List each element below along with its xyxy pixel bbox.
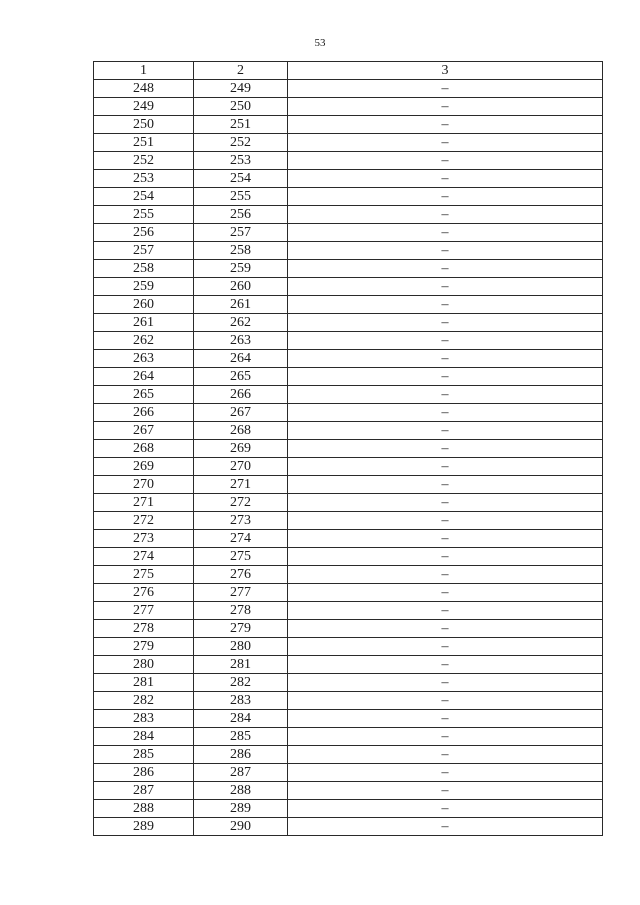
- table-row: [94, 188, 603, 206]
- table-cell-col-3: –: [288, 170, 603, 188]
- table-cell-col-3: –: [288, 710, 603, 728]
- table-row: [94, 116, 603, 134]
- table-cell-col-1: 280: [94, 656, 194, 674]
- column-header-3: 3: [288, 62, 603, 80]
- table-row: [94, 368, 603, 386]
- table-cell-col-1: 273: [94, 530, 194, 548]
- table-cell-col-2: 253: [194, 152, 288, 170]
- table-cell-col-1: 289: [94, 818, 194, 836]
- table-cell-col-2: 249: [194, 80, 288, 98]
- table-cell-col-3: –: [288, 80, 603, 98]
- table-cell-col-1: 260: [94, 296, 194, 314]
- table-cell-col-2: 266: [194, 386, 288, 404]
- table-cell-col-1: 282: [94, 692, 194, 710]
- table-cell-col-2: 256: [194, 206, 288, 224]
- table-cell-col-2: 285: [194, 728, 288, 746]
- table-cell-col-2: 283: [194, 692, 288, 710]
- table-cell-col-2: 251: [194, 116, 288, 134]
- table-cell-col-1: 288: [94, 800, 194, 818]
- table-cell-col-1: 278: [94, 620, 194, 638]
- table-cell-col-1: 256: [94, 224, 194, 242]
- table-cell-col-1: 275: [94, 566, 194, 584]
- table-cell-col-2: 252: [194, 134, 288, 152]
- table-cell-col-1: 250: [94, 116, 194, 134]
- table-row: [94, 710, 603, 728]
- table-cell-col-2: 278: [194, 602, 288, 620]
- table-cell-col-2: 261: [194, 296, 288, 314]
- table-cell-col-2: 289: [194, 800, 288, 818]
- table-cell-col-1: 252: [94, 152, 194, 170]
- table-cell-col-1: 285: [94, 746, 194, 764]
- table-row: [94, 170, 603, 188]
- table-cell-col-1: 279: [94, 638, 194, 656]
- table-cell-col-1: 259: [94, 278, 194, 296]
- table-row: [94, 152, 603, 170]
- table-row: [94, 782, 603, 800]
- table-cell-col-3: –: [288, 818, 603, 836]
- table-cell-col-2: 287: [194, 764, 288, 782]
- table-row: [94, 512, 603, 530]
- table-row: [94, 404, 603, 422]
- table-cell-col-3: –: [288, 800, 603, 818]
- table-cell-col-2: 290: [194, 818, 288, 836]
- table-row: [94, 350, 603, 368]
- table-row: [94, 746, 603, 764]
- table-cell-col-2: 284: [194, 710, 288, 728]
- table-cell-col-1: 277: [94, 602, 194, 620]
- table-cell-col-3: –: [288, 746, 603, 764]
- table-cell-col-3: –: [288, 728, 603, 746]
- table-cell-col-1: 269: [94, 458, 194, 476]
- table-cell-col-3: –: [288, 674, 603, 692]
- table-cell-col-1: 286: [94, 764, 194, 782]
- table-row: [94, 260, 603, 278]
- table-cell-col-1: 274: [94, 548, 194, 566]
- table-row: [94, 764, 603, 782]
- table-cell-col-3: –: [288, 440, 603, 458]
- table-cell-col-3: –: [288, 782, 603, 800]
- table-cell-col-2: 268: [194, 422, 288, 440]
- table-cell-col-2: 272: [194, 494, 288, 512]
- table-cell-col-2: 288: [194, 782, 288, 800]
- table-row: [94, 674, 603, 692]
- table-cell-col-2: 250: [194, 98, 288, 116]
- table-cell-col-3: –: [288, 350, 603, 368]
- table-row: [94, 494, 603, 512]
- column-header-1: 1: [94, 62, 194, 80]
- table-cell-col-3: –: [288, 116, 603, 134]
- table-cell-col-1: 263: [94, 350, 194, 368]
- table-cell-col-3: –: [288, 620, 603, 638]
- table-cell-col-3: –: [288, 548, 603, 566]
- table-cell-col-3: –: [288, 530, 603, 548]
- table-cell-col-1: 255: [94, 206, 194, 224]
- table-row: [94, 422, 603, 440]
- table-cell-col-2: 260: [194, 278, 288, 296]
- table-cell-col-1: 283: [94, 710, 194, 728]
- table-cell-col-3: –: [288, 260, 603, 278]
- table-row: [94, 638, 603, 656]
- table-row: [94, 314, 603, 332]
- table-row: [94, 206, 603, 224]
- table-cell-col-1: 272: [94, 512, 194, 530]
- table-cell-col-3: –: [288, 404, 603, 422]
- table-cell-col-1: 268: [94, 440, 194, 458]
- table-cell-col-1: 251: [94, 134, 194, 152]
- table-row: [94, 566, 603, 584]
- table-row: [94, 80, 603, 98]
- table-row: [94, 692, 603, 710]
- table-cell-col-1: 262: [94, 332, 194, 350]
- table-cell-col-2: 277: [194, 584, 288, 602]
- table-row: [94, 530, 603, 548]
- table-cell-col-2: 271: [194, 476, 288, 494]
- table-cell-col-3: –: [288, 314, 603, 332]
- table-cell-col-2: 286: [194, 746, 288, 764]
- table-row: [94, 386, 603, 404]
- table-row: [94, 476, 603, 494]
- table-cell-col-2: 263: [194, 332, 288, 350]
- table-cell-col-2: 281: [194, 656, 288, 674]
- table-row: [94, 728, 603, 746]
- table-row: [94, 98, 603, 116]
- table-cell-col-3: –: [288, 386, 603, 404]
- table-row: [94, 818, 603, 836]
- table-body: [94, 80, 603, 836]
- table-cell-col-3: –: [288, 242, 603, 260]
- table-cell-col-3: –: [288, 278, 603, 296]
- page-number: 53: [314, 37, 326, 49]
- table-cell-col-2: 257: [194, 224, 288, 242]
- table-cell-col-2: 255: [194, 188, 288, 206]
- table-cell-col-3: –: [288, 422, 603, 440]
- table-row: [94, 242, 603, 260]
- table-cell-col-3: –: [288, 296, 603, 314]
- table-cell-col-2: 276: [194, 566, 288, 584]
- table-cell-col-1: 266: [94, 404, 194, 422]
- table-cell-col-2: 275: [194, 548, 288, 566]
- table-cell-col-1: 265: [94, 386, 194, 404]
- table-cell-col-1: 267: [94, 422, 194, 440]
- table-cell-col-3: –: [288, 656, 603, 674]
- table-row: [94, 620, 603, 638]
- table-cell-col-3: –: [288, 764, 603, 782]
- table-cell-col-3: –: [288, 152, 603, 170]
- table-cell-col-3: –: [288, 188, 603, 206]
- table-cell-col-2: 280: [194, 638, 288, 656]
- table-cell-col-3: –: [288, 206, 603, 224]
- table-row: [94, 296, 603, 314]
- table-cell-col-3: –: [288, 602, 603, 620]
- table-cell-col-1: 271: [94, 494, 194, 512]
- data-table: [93, 61, 603, 836]
- table-cell-col-3: –: [288, 512, 603, 530]
- table-cell-col-1: 281: [94, 674, 194, 692]
- table-row: [94, 458, 603, 476]
- table-cell-col-3: –: [288, 566, 603, 584]
- table-cell-col-1: 257: [94, 242, 194, 260]
- table-cell-col-2: 273: [194, 512, 288, 530]
- table-row: [94, 656, 603, 674]
- table-cell-col-2: 258: [194, 242, 288, 260]
- table-cell-col-3: –: [288, 368, 603, 386]
- table-cell-col-2: 259: [194, 260, 288, 278]
- header-row: [94, 62, 603, 80]
- table-cell-col-3: –: [288, 458, 603, 476]
- table-cell-col-1: 276: [94, 584, 194, 602]
- table-row: [94, 134, 603, 152]
- table-cell-col-1: 284: [94, 728, 194, 746]
- table-row: [94, 548, 603, 566]
- table-cell-col-1: 254: [94, 188, 194, 206]
- table-cell-col-3: –: [288, 638, 603, 656]
- table-cell-col-2: 265: [194, 368, 288, 386]
- table-cell-col-1: 258: [94, 260, 194, 278]
- table-cell-col-3: –: [288, 134, 603, 152]
- table-row: [94, 440, 603, 458]
- table-cell-col-1: 261: [94, 314, 194, 332]
- table-cell-col-2: 264: [194, 350, 288, 368]
- table-cell-col-1: 287: [94, 782, 194, 800]
- table-row: [94, 224, 603, 242]
- table-cell-col-3: –: [288, 98, 603, 116]
- table-cell-col-1: 253: [94, 170, 194, 188]
- table-cell-col-2: 269: [194, 440, 288, 458]
- table-row: [94, 800, 603, 818]
- table-cell-col-3: –: [288, 584, 603, 602]
- table-row: [94, 584, 603, 602]
- table-cell-col-2: 262: [194, 314, 288, 332]
- table-cell-col-1: 249: [94, 98, 194, 116]
- table-cell-col-2: 270: [194, 458, 288, 476]
- table-header: [94, 62, 603, 80]
- table-cell-col-1: 248: [94, 80, 194, 98]
- table-row: [94, 602, 603, 620]
- table-cell-col-3: –: [288, 332, 603, 350]
- table-cell-col-1: 264: [94, 368, 194, 386]
- column-header-2: 2: [194, 62, 288, 80]
- table-cell-col-2: 267: [194, 404, 288, 422]
- table-cell-col-2: 254: [194, 170, 288, 188]
- table-cell-col-3: –: [288, 224, 603, 242]
- table-row: [94, 332, 603, 350]
- table-cell-col-1: 270: [94, 476, 194, 494]
- table-cell-col-2: 279: [194, 620, 288, 638]
- table-cell-col-3: –: [288, 692, 603, 710]
- table-cell-col-2: 282: [194, 674, 288, 692]
- table-cell-col-3: –: [288, 476, 603, 494]
- table-cell-col-3: –: [288, 494, 603, 512]
- table-cell-col-2: 274: [194, 530, 288, 548]
- table-row: [94, 278, 603, 296]
